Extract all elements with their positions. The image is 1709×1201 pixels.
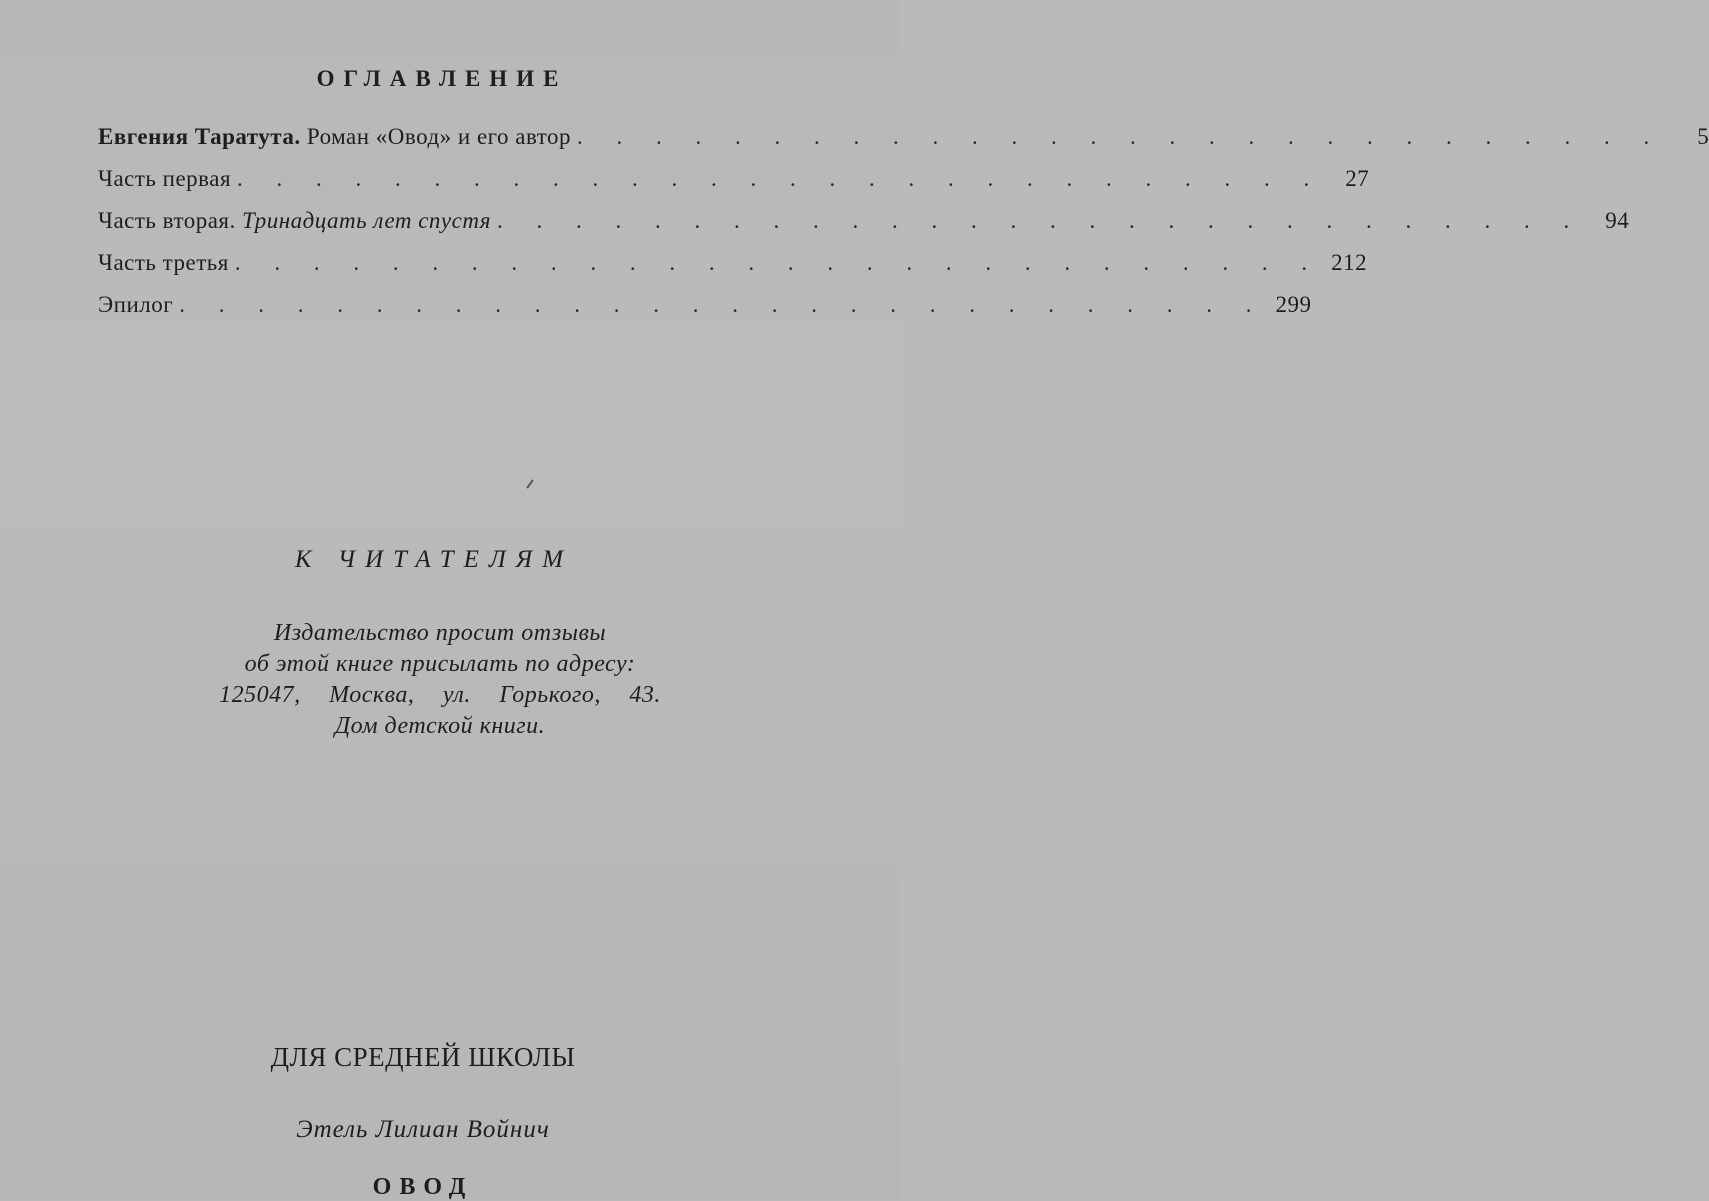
notice-line: Дом детской книги.: [334, 713, 546, 739]
toc-entry-label: [98, 208, 491, 234]
toc-leader-dots: . . . . . . . . . . . . . . . . . . . . . . . . . . . .: [577, 124, 1664, 149]
toc-leader-dots: . . . . . . . . . . . . . . . . . . . . . . . . . . . .: [179, 292, 1266, 317]
pencil-mark: [526, 479, 533, 488]
notice-address: 125047, Москва, ул. Горького, 43.: [219, 682, 661, 708]
toc-title: ОГЛАВЛЕНИЕ: [316, 66, 568, 91]
toc-page-number: 94: [1605, 208, 1630, 233]
toc-leader-dots: . . . . . . . . . . . . . . . . . . . . . . . . . . . .: [496, 208, 1584, 233]
toc-entry: [98, 208, 1630, 250]
table-of-contents: [98, 124, 1709, 334]
toc-entry-label: [98, 166, 231, 192]
toc-entry-label: [98, 124, 571, 150]
notice-line: об этой книге присылать по адресу:: [244, 651, 636, 677]
readers-notice: [150, 618, 730, 742]
toc-entry: [98, 250, 1368, 292]
toc-page-number: 212: [1331, 250, 1368, 275]
toc-entry-text: Часть третья: [98, 250, 229, 275]
author-name: Этель Лилиан Войнич: [296, 1116, 550, 1143]
book-title: ОВОД: [372, 1174, 474, 1200]
toc-leader-dots: . . . . . . . . . . . . . . . . . . . . . . . . . . . .: [237, 166, 1324, 191]
toc-leader-dots: . . . . . . . . . . . . . . . . . . . . . . . . . . . .: [234, 250, 1322, 275]
toc-entry-text: Часть вторая.: [98, 208, 236, 233]
toc-entry: [98, 166, 1370, 208]
toc-page-number: 5: [1697, 124, 1709, 149]
toc-entry-text: Роман «Овод» и его автор: [300, 124, 572, 149]
toc-entry: [98, 124, 1709, 166]
toc-entry-label: [98, 292, 173, 318]
toc-entry-text: Часть первая: [98, 166, 232, 191]
toc-page-number: 27: [1345, 166, 1370, 191]
toc-entry-author: Евгения Таратута.: [98, 124, 301, 149]
series-label: ДЛЯ СРЕДНЕЙ ШКОЛЫ: [270, 1042, 576, 1072]
toc-entry: [98, 292, 1312, 334]
notice-line: Издательство просит отзывы: [273, 620, 607, 646]
toc-page-number: 299: [1275, 292, 1312, 317]
readers-heading: К ЧИТАТЕЛЯМ: [294, 546, 574, 573]
toc-entry-label: [98, 250, 229, 276]
toc-entry-subtitle: Тринадцать лет спустя: [235, 208, 491, 233]
toc-entry-text: Эпилог: [98, 292, 174, 317]
